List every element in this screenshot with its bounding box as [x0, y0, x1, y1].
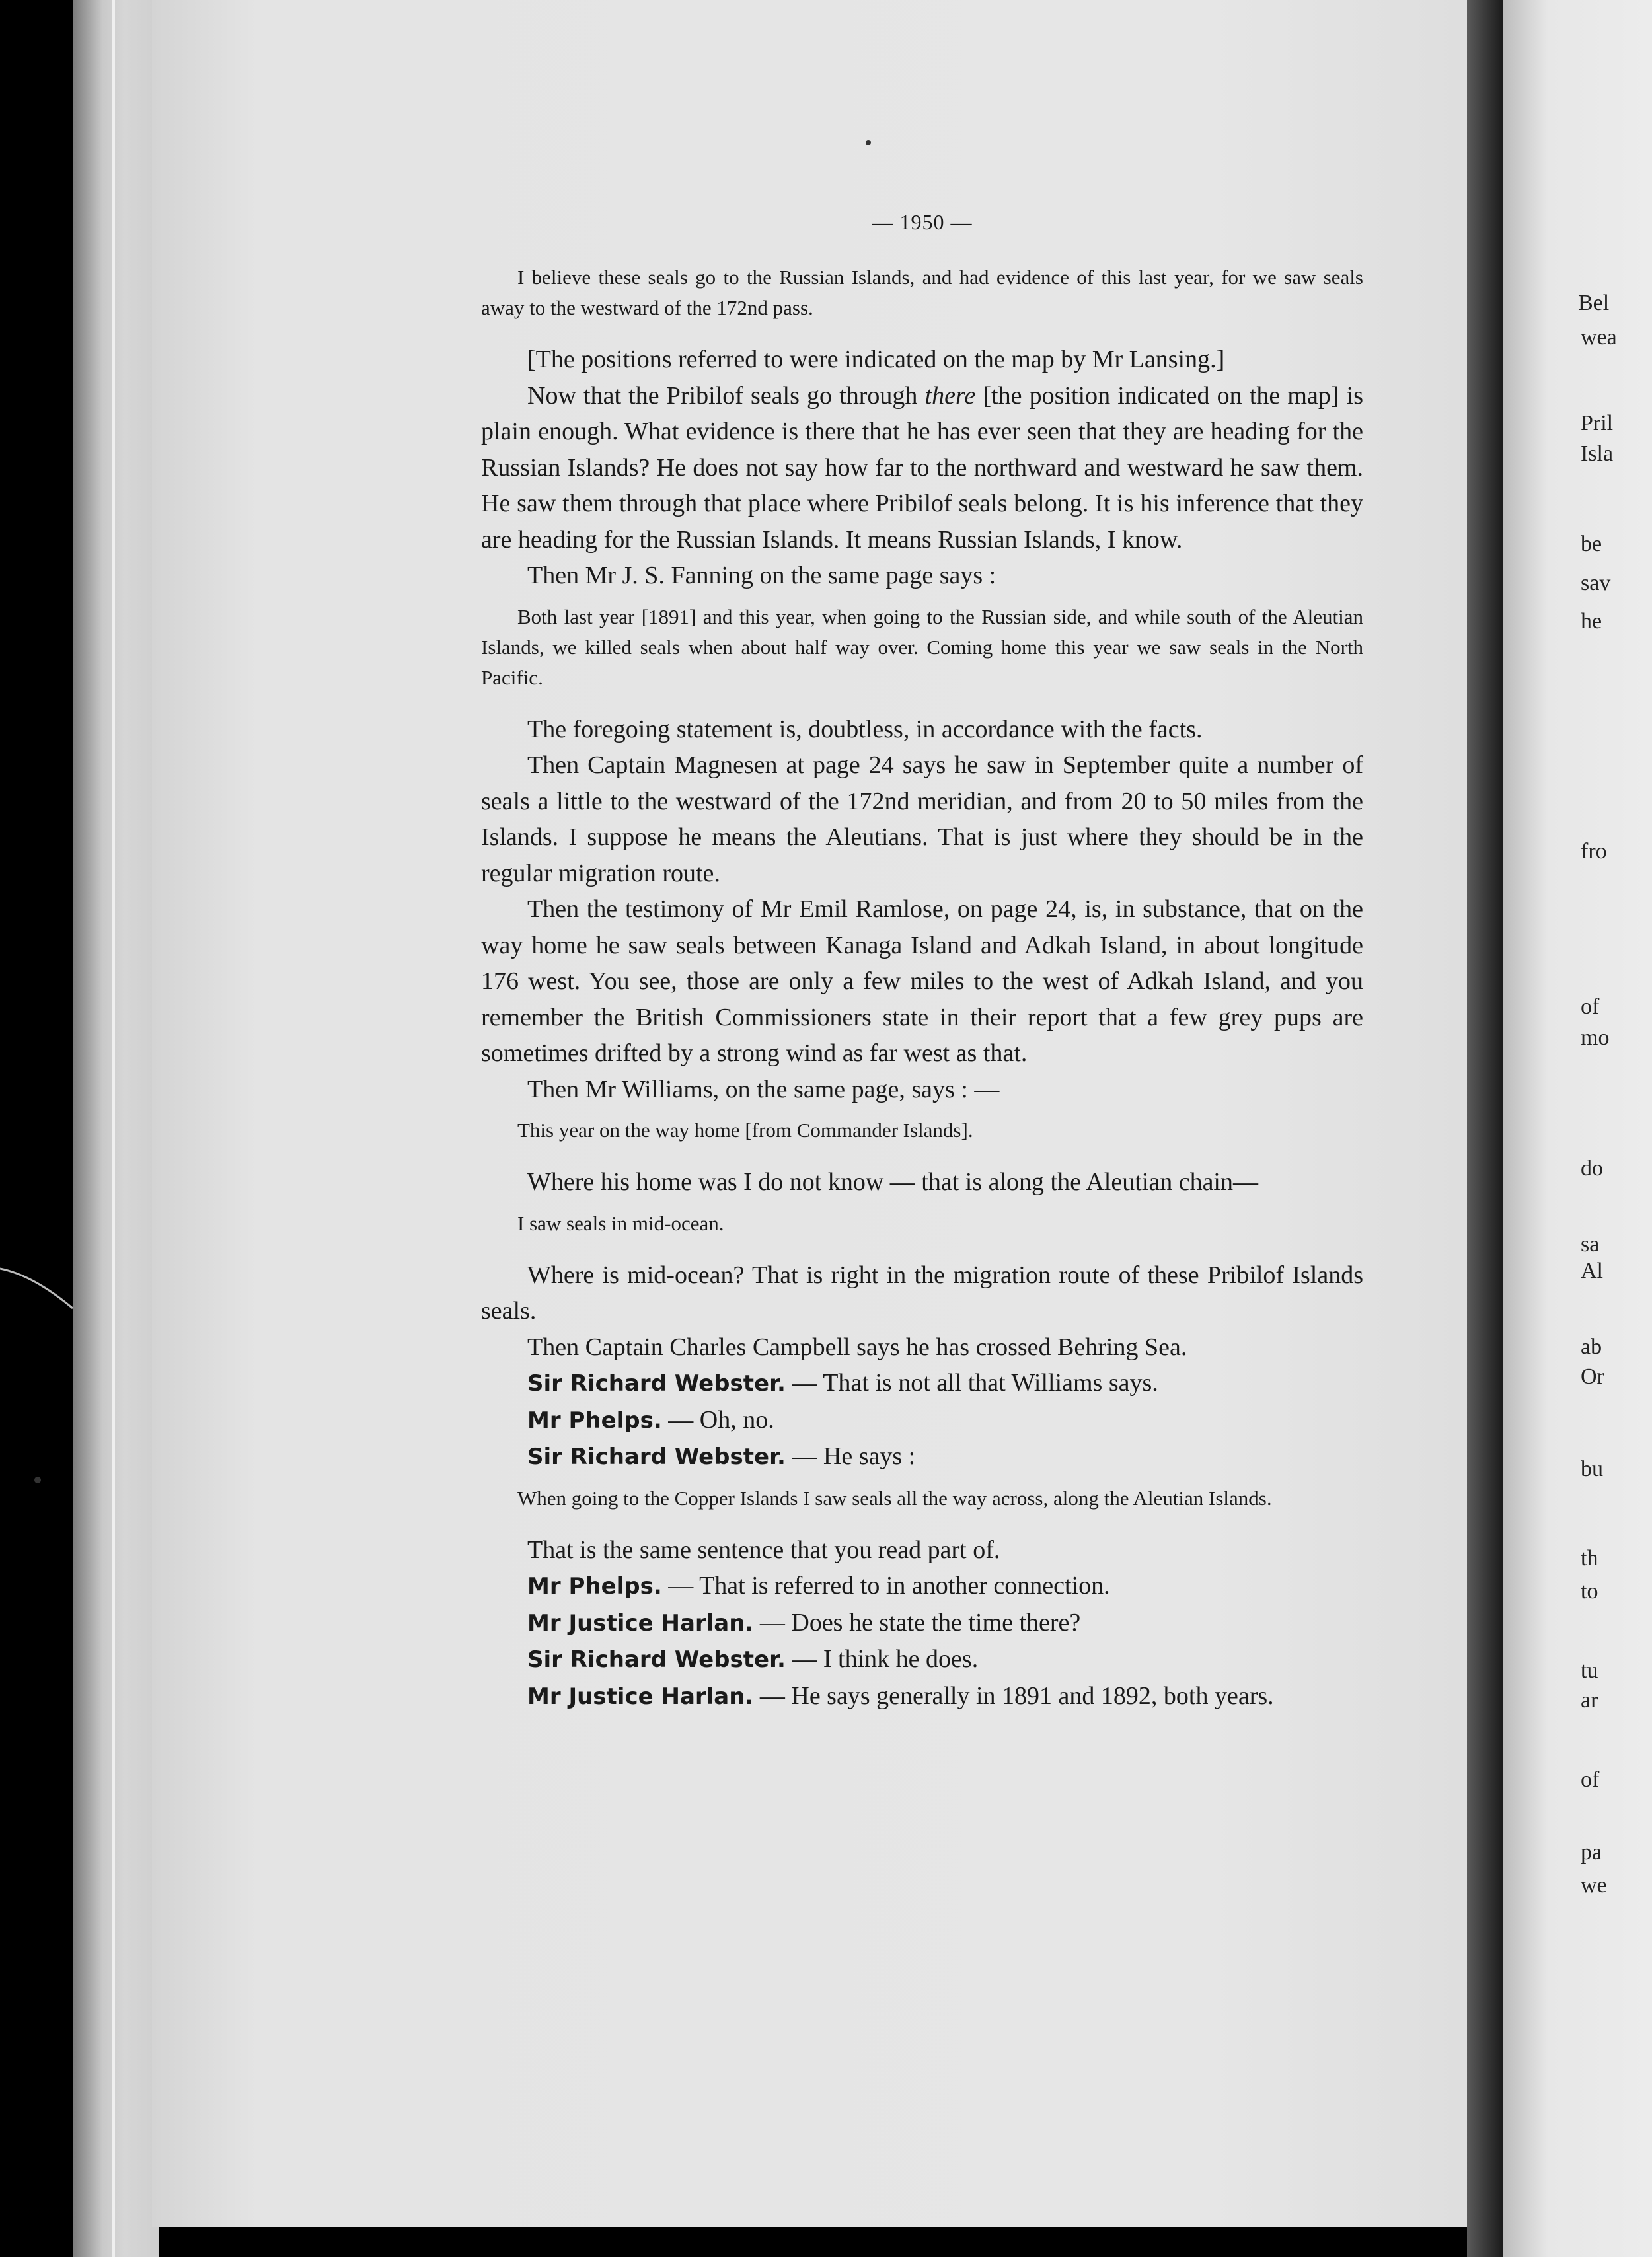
quote-text: I saw seals in mid-ocean.	[517, 1211, 724, 1235]
speaker-name: Sir Richard Webster.	[527, 1646, 786, 1673]
facing-page-fragment: Al	[1581, 1259, 1603, 1283]
facing-page-fragment: mo	[1581, 1025, 1610, 1050]
facing-page-fragment: ab	[1581, 1335, 1602, 1359]
speaker-line	[481, 1568, 1363, 1605]
speaker-line	[481, 1605, 1363, 1642]
speaker-name: Mr Justice Harlan.	[527, 1683, 754, 1710]
body-paragraph	[481, 1532, 1363, 1569]
quoted-testimony	[481, 1483, 1363, 1514]
paper-edge-mark	[0, 1242, 79, 1321]
facing-page-fragment: pa	[1581, 1840, 1602, 1865]
speaker-name: Mr Phelps.	[527, 1407, 662, 1434]
paragraph-text: [the position indicated on the map] is plain enough. What evidence is there that he has ever seen that they are heading for the Russian Islands? He does not say how far to the northward and westward he saw them. He saw them through that place where Pribilof seals belong. It is his inference that they are heading for the Russian Islands. It means Russian Islands, I know.	[481, 381, 1363, 554]
facing-page-fragment: he	[1581, 609, 1602, 634]
paragraph-text: Then Mr J. S. Fanning on the same page says :	[527, 562, 996, 589]
facing-page-fragment: of	[1581, 994, 1600, 1019]
quoted-testimony	[481, 1115, 1363, 1146]
speech-text: — He says generally in 1891 and 1892, both years.	[753, 1682, 1274, 1710]
facing-page-fragment: sa	[1581, 1232, 1600, 1257]
paragraph-text: [The positions referred to were indicated on the map by Mr Lansing.]	[527, 346, 1225, 373]
body-paragraph	[481, 342, 1363, 378]
facing-page-fragment: fro	[1581, 839, 1607, 864]
facing-page-fragment: th	[1581, 1546, 1598, 1571]
facing-page-fragment: wea	[1581, 325, 1617, 350]
page-number: — 1950 —	[872, 210, 973, 234]
emphasis-text: there	[924, 381, 976, 410]
speaker-line	[481, 1641, 1363, 1678]
paragraph-text: That is the same sentence that you read part of.	[527, 1536, 1000, 1564]
page-gutter	[1467, 0, 1503, 2257]
facing-page-fragment: do	[1581, 1156, 1603, 1181]
quote-text: Both last year [1891] and this year, when going to the Russian side, and while south of the Aleutian Islands, we killed seals when about half way over. Coming home this year we saw seals in the North Pacific.	[481, 605, 1363, 689]
speaker-name: Sir Richard Webster.	[527, 1370, 786, 1397]
body-paragraph	[481, 891, 1363, 1072]
left-binding-highlight	[112, 0, 115, 2257]
paragraph-text: Where his home was I do not know — that is along the Aleutian chain—	[527, 1168, 1258, 1196]
facing-page-fragment: Bel	[1578, 291, 1610, 315]
ink-speck	[34, 1477, 41, 1483]
speaker-name: Mr Justice Harlan.	[527, 1610, 754, 1637]
speaker-line	[481, 1402, 1363, 1439]
body-paragraph	[481, 1164, 1363, 1201]
quote-text: This year on the way home [from Commander Islands].	[517, 1119, 973, 1142]
speaker-name: Mr Phelps.	[527, 1573, 662, 1600]
quote-text: I believe these seals go to the Russian Islands, and had evidence of this last year, for we saw seals away to the westward of the 172nd pass.	[481, 266, 1363, 319]
paragraph-text: Then Captain Charles Campbell says he has crossed Behring Sea.	[527, 1333, 1187, 1361]
quote-text: When going to the Copper Islands I saw seals all the way across, along the Aleutian Islands.	[517, 1486, 1272, 1510]
body-paragraph	[481, 378, 1363, 558]
speech-text: — Does he state the time there?	[753, 1608, 1081, 1637]
body-paragraph	[481, 1329, 1363, 1366]
facing-page-fragment: Pril	[1581, 411, 1614, 435]
facing-page-fragment: be	[1581, 532, 1602, 556]
speaker-line	[481, 1365, 1363, 1402]
body-paragraph	[481, 1072, 1363, 1108]
facing-page-fragment: sav	[1581, 571, 1611, 595]
body-paragraph	[481, 1257, 1363, 1329]
paragraph-list	[481, 262, 1363, 1715]
facing-page-fragment: Or	[1581, 1364, 1604, 1389]
facing-page-fragment: Isla	[1581, 441, 1614, 466]
paragraph-text: Then Mr Williams, on the same page, says : —	[527, 1075, 1000, 1103]
speech-text: — That is referred to in another connection.	[661, 1572, 1110, 1600]
speech-text: — That is not all that Williams says.	[785, 1369, 1158, 1397]
facing-page	[1503, 0, 1652, 2257]
paragraph-text: Where is mid-ocean? That is right in the migration route of these Pribilof Islands seals.	[481, 1261, 1363, 1325]
body-paragraph	[481, 747, 1363, 891]
quoted-testimony	[481, 1208, 1363, 1239]
facing-page-fragment: ar	[1581, 1688, 1598, 1713]
body-paragraph	[481, 558, 1363, 594]
facing-page-fragment: to	[1581, 1579, 1598, 1604]
paragraph-text: Then the testimony of Mr Emil Ramlose, on page 24, is, in substance, that on the way home he saw seals between Kanaga Island and Adkah Island, in about longitude 176 west. You see, those are only a few miles to the west of Adkah Island, and you remember the British Commissioners state in their report that a few grey pups are sometimes drifted by a strong wind as far west as that.	[481, 895, 1363, 1067]
body-paragraph	[481, 712, 1363, 748]
speaker-line	[481, 1438, 1363, 1475]
speech-text: — Oh, no.	[661, 1405, 774, 1434]
facing-page-fragment: tu	[1581, 1658, 1598, 1683]
paragraph-text: The foregoing statement is, doubtless, in accordance with the facts.	[527, 715, 1203, 743]
facing-page-fragment: of	[1581, 1767, 1600, 1792]
ink-speck	[866, 140, 871, 145]
quoted-testimony	[481, 262, 1363, 323]
facing-page-fragment: bu	[1581, 1457, 1603, 1481]
speaker-line	[481, 1678, 1363, 1715]
left-binding-shadow	[73, 0, 159, 2257]
paragraph-text: Now that the Pribilof seals go through	[527, 381, 925, 410]
page-text	[481, 210, 1363, 1715]
speech-text: — I think he does.	[785, 1645, 979, 1673]
paragraph-text: Then Captain Magnesen at page 24 says he saw in September quite a number of seals a little to the westward of the 172nd meridian, and from 20 to 50 miles from the Islands. I suppose he means the Aleutians. That is just where they should be in the regular migration route.	[481, 751, 1363, 887]
speaker-name: Sir Richard Webster.	[527, 1444, 786, 1470]
quoted-testimony	[481, 602, 1363, 693]
facing-page-fragment: we	[1581, 1873, 1607, 1898]
speech-text: — He says :	[785, 1442, 916, 1470]
